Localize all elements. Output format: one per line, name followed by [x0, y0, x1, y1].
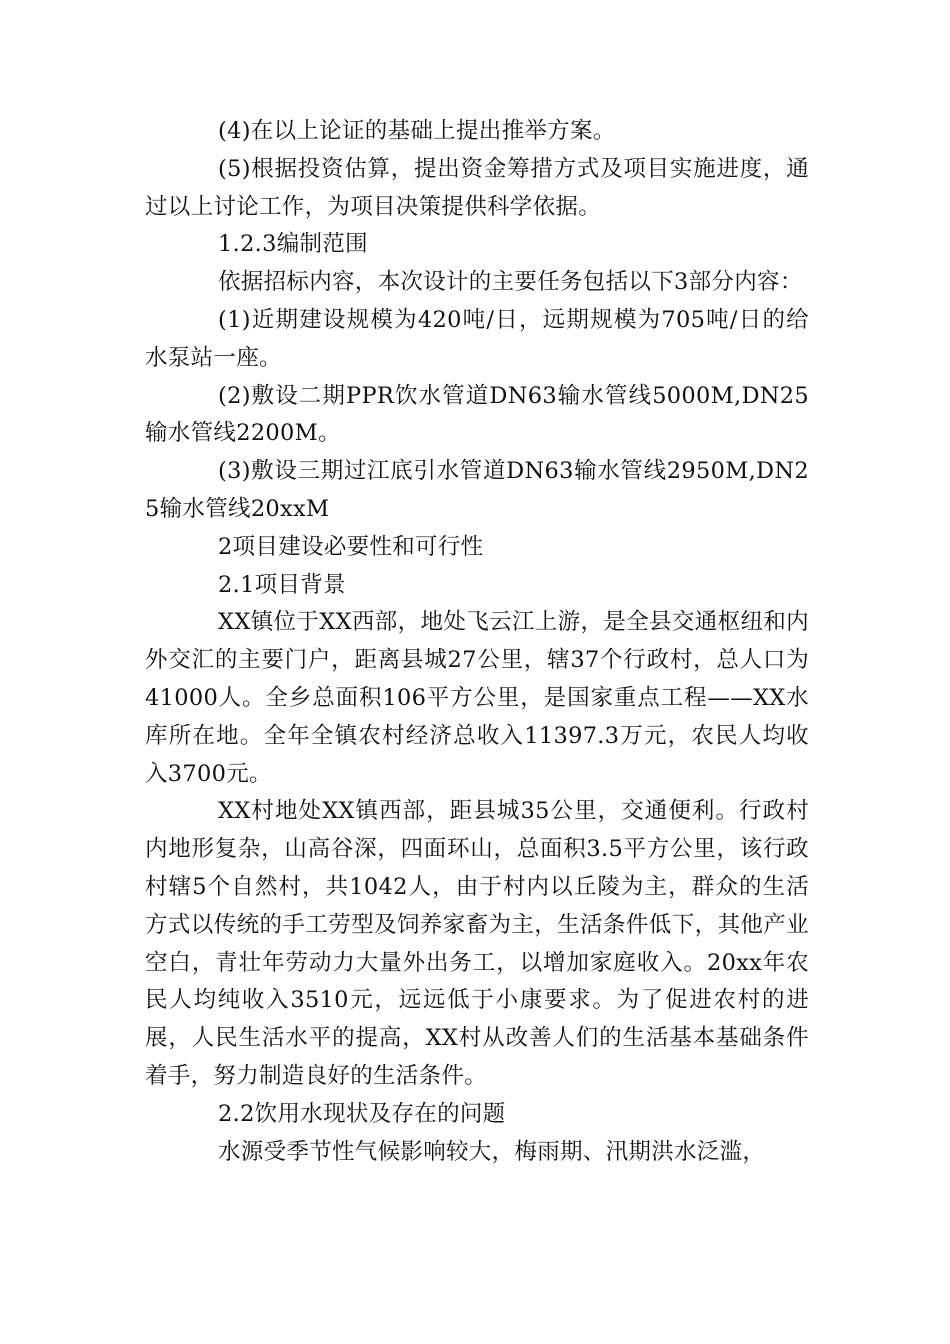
paragraph-item-4: (4)在以上论证的基础上提出推举方案。 [218, 118, 616, 144]
document-body [145, 113, 809, 1171]
paragraph-scope-3: (3)敷设三期过江底引水管道DN63输水管线2950M,DN25输水管线20xxM [145, 458, 809, 522]
paragraph-scope-1: (1)近期建设规模为420吨/日，远期规模为705吨/日的给水泵站一座。 [145, 306, 809, 371]
paragraph-village-background: XX村地处XX镇西部，距县城35公里，交通便利。行政村内地形复杂，山高谷深，四面环山，总面积3.5平方公里，该行政村辖5个自然村，共1042人，由于村内以丘陵为主，群众的生活方式以传统的手工劳型及饲养家畜为主，生活条件低下，其他产业空白，青壮年劳动力大量外出务工，以增加家庭收入。20xx年农民人均纯收入3510元，远远低于小康要求。为了促进农村的进展，人民生活水平的提高，XX村从改善人们的生活基本基础条件着手，努力制造良好的生活条件。 [145, 798, 809, 1089]
paragraph-town-background: XX镇位于XX西部，地处飞云江上游，是全县交通枢纽和内外交汇的主要门户，距离县城27公里，辖37个行政村，总人口为41000人。全乡总面积106平方公里，是国家重点工程——XX水库所在地。全年全镇农村经济总收入11397.3万元，农民人均收入3700元。 [145, 609, 809, 787]
section-heading-2-2: 2.2饮用水现状及存在的问题 [218, 1100, 506, 1127]
paragraph-scope-intro: 依据招标内容，本次设计的主要任务包括以下3部分内容： [218, 269, 803, 296]
section-heading-2: 2项目建设必要性和可行性 [218, 533, 484, 560]
paragraph-item-5: (5)根据投资估算，提出资金筹措方式及项目实施进度，通过以上讨论工作，为项目决策提供科学依据。 [145, 155, 809, 220]
section-heading-2-1: 2.1项目背景 [218, 571, 346, 598]
paragraph-water-source: 水源受季节性气候影响较大，梅雨期、汛期洪水泛滥， [218, 1138, 766, 1165]
paragraph-scope-2: (2)敷设二期PPR饮水管道DN63输水管线5000M,DN25输水管线2200M。 [145, 382, 809, 447]
section-heading-1-2-3: 1.2.3编制范围 [218, 231, 368, 258]
